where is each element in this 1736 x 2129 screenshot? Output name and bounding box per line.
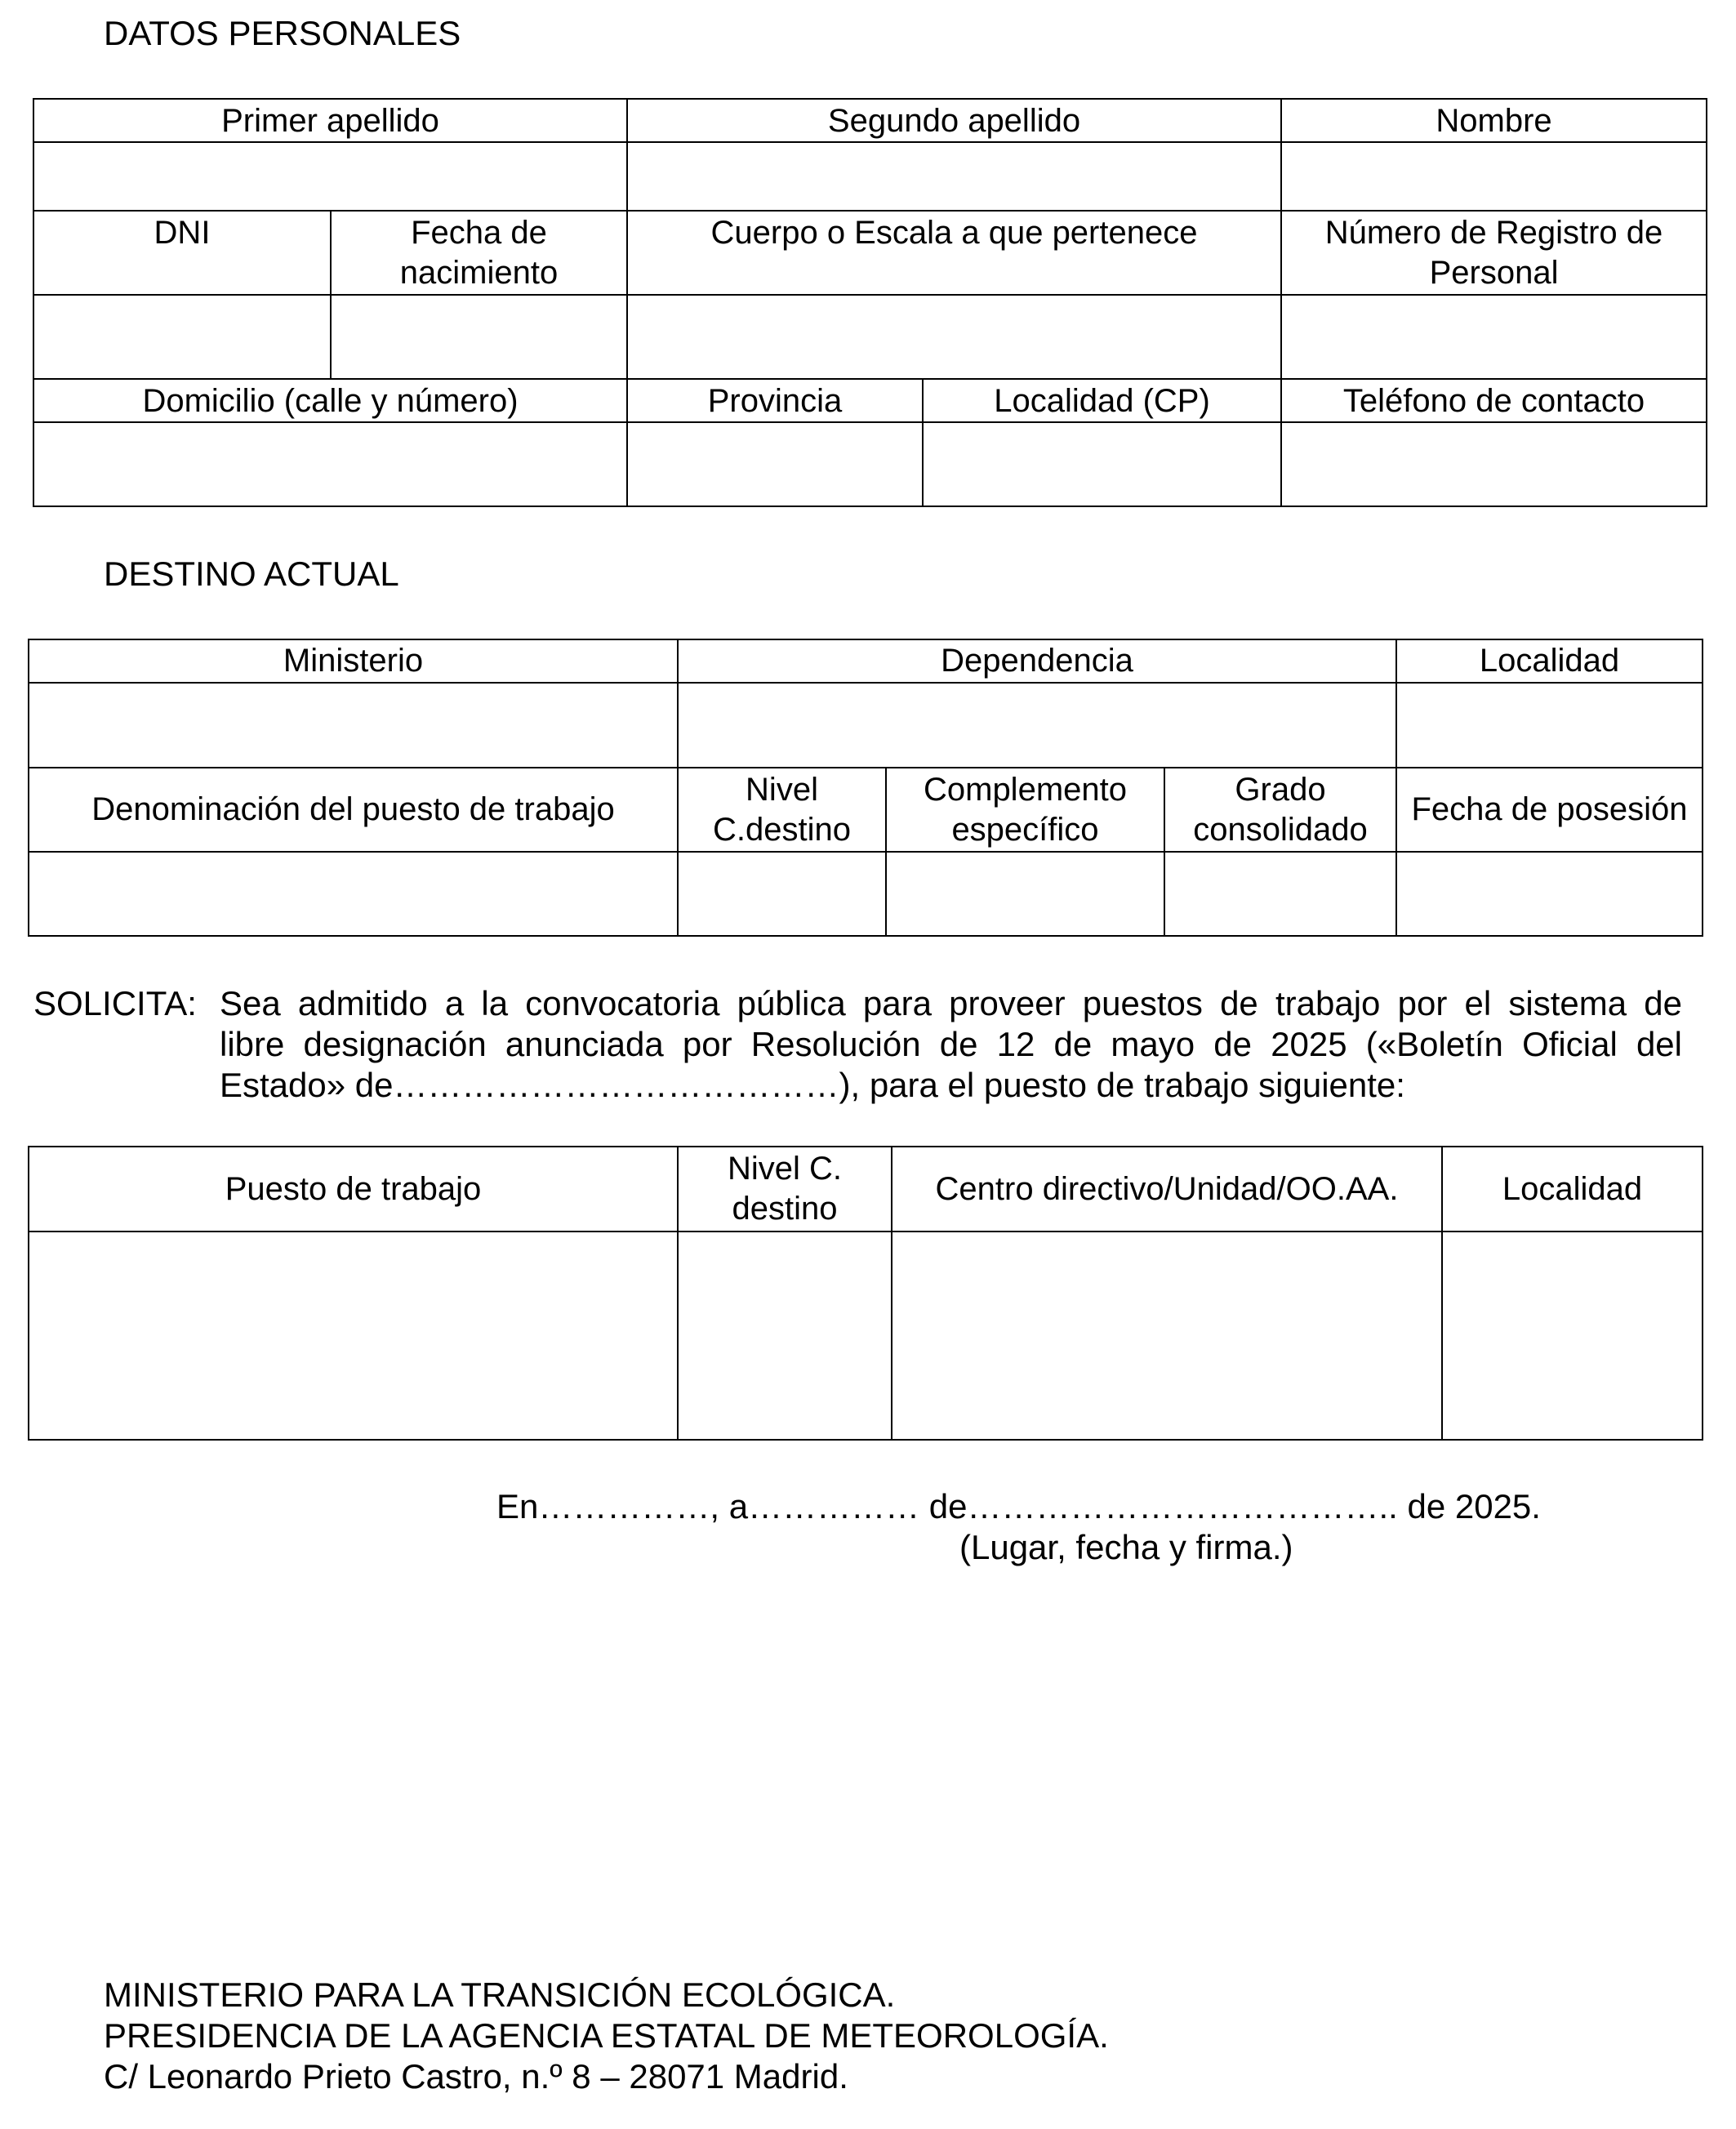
section-heading-datos-personales: DATOS PERSONALES: [104, 14, 461, 52]
header-ministerio: Ministerio: [29, 639, 678, 683]
input-segundo-apellido[interactable]: [627, 142, 1281, 211]
solicita-paragraph: [33, 983, 1682, 1106]
input-localidad-puesto[interactable]: [1442, 1232, 1703, 1440]
input-ministerio[interactable]: [29, 683, 678, 768]
destinatario-line-2: PRESIDENCIA DE LA AGENCIA ESTATAL DE METEOROLOGÍA.: [104, 2016, 1109, 2055]
input-nivel-c-destino[interactable]: [678, 1232, 892, 1440]
firma-line: En……………, a…………… de……………………………….. de 2025.: [496, 1487, 1541, 1525]
destinatario-line-1: MINISTERIO PARA LA TRANSICIÓN ECOLÓGICA.: [104, 1975, 896, 2014]
header-localidad-destino: Localidad: [1396, 639, 1703, 683]
input-puesto-trabajo[interactable]: [29, 1232, 678, 1440]
solicita-line-2: libre designación anunciada por Resolución de 12 de mayo de 2025 («Boletín Oficial del: [220, 1025, 1682, 1063]
input-dni[interactable]: [33, 295, 331, 379]
header-grado-consolidado: Grado consolidado: [1164, 768, 1396, 852]
header-domicilio: Domicilio (calle y número): [33, 379, 627, 422]
header-nivel-destino: Nivel C.destino: [678, 768, 886, 852]
datos-personales-table: [33, 98, 1707, 507]
header-numero-registro: Número de Registro de Personal: [1281, 211, 1707, 295]
header-localidad-cp: Localidad (CP): [923, 379, 1281, 422]
header-nivel-c-destino: Nivel C. destino: [678, 1147, 892, 1232]
input-localidad-destino[interactable]: [1396, 683, 1703, 768]
input-provincia[interactable]: [627, 422, 923, 506]
solicita-line-1: Sea admitido a la convocatoria pública para proveer puestos de trabajo por el sistema de: [220, 984, 1682, 1022]
header-denominacion-puesto: Denominación del puesto de trabajo: [29, 768, 678, 852]
header-dependencia: Dependencia: [678, 639, 1396, 683]
input-nivel-destino[interactable]: [678, 852, 886, 936]
input-telefono[interactable]: [1281, 422, 1707, 506]
firma-caption: (Lugar, fecha y firma.): [959, 1528, 1293, 1566]
input-nombre[interactable]: [1281, 142, 1707, 211]
header-segundo-apellido: Segundo apellido: [627, 99, 1281, 142]
input-fecha-posesion[interactable]: [1396, 852, 1703, 936]
puesto-solicitado-table: [28, 1146, 1703, 1441]
input-dependencia[interactable]: [678, 683, 1396, 768]
header-puesto-trabajo: Puesto de trabajo: [29, 1147, 678, 1232]
solicita-body: [220, 983, 1682, 1106]
input-cuerpo-escala[interactable]: [627, 295, 1281, 379]
input-denominacion-puesto[interactable]: [29, 852, 678, 936]
input-complemento-especifico[interactable]: [886, 852, 1164, 936]
input-domicilio[interactable]: [33, 422, 627, 506]
header-nombre: Nombre: [1281, 99, 1707, 142]
destino-actual-table: [28, 639, 1703, 937]
section-heading-destino-actual: DESTINO ACTUAL: [104, 555, 399, 593]
header-fecha-posesion: Fecha de posesión: [1396, 768, 1703, 852]
input-numero-registro[interactable]: [1281, 295, 1707, 379]
header-provincia: Provincia: [627, 379, 923, 422]
header-primer-apellido: Primer apellido: [33, 99, 627, 142]
input-centro-directivo[interactable]: [892, 1232, 1442, 1440]
header-fecha-nacimiento: Fecha de nacimiento: [331, 211, 627, 295]
header-cuerpo-escala: Cuerpo o Escala a que pertenece: [627, 211, 1281, 295]
destinatario-line-3: C/ Leonardo Prieto Castro, n.º 8 – 28071 Madrid.: [104, 2057, 848, 2096]
input-fecha-nacimiento[interactable]: [331, 295, 627, 379]
header-dni: DNI: [33, 211, 331, 295]
solicita-label: SOLICITA:: [33, 984, 197, 1022]
header-centro-directivo: Centro directivo/Unidad/OO.AA.: [892, 1147, 1442, 1232]
input-localidad-cp[interactable]: [923, 422, 1281, 506]
header-localidad-puesto: Localidad: [1442, 1147, 1703, 1232]
header-telefono: Teléfono de contacto: [1281, 379, 1707, 422]
header-complemento-especifico: Complemento específico: [886, 768, 1164, 852]
input-grado-consolidado[interactable]: [1164, 852, 1396, 936]
input-primer-apellido[interactable]: [33, 142, 627, 211]
solicita-line-3: Estado» de…………………………………), para el puesto de trabajo siguiente:: [220, 1066, 1405, 1104]
